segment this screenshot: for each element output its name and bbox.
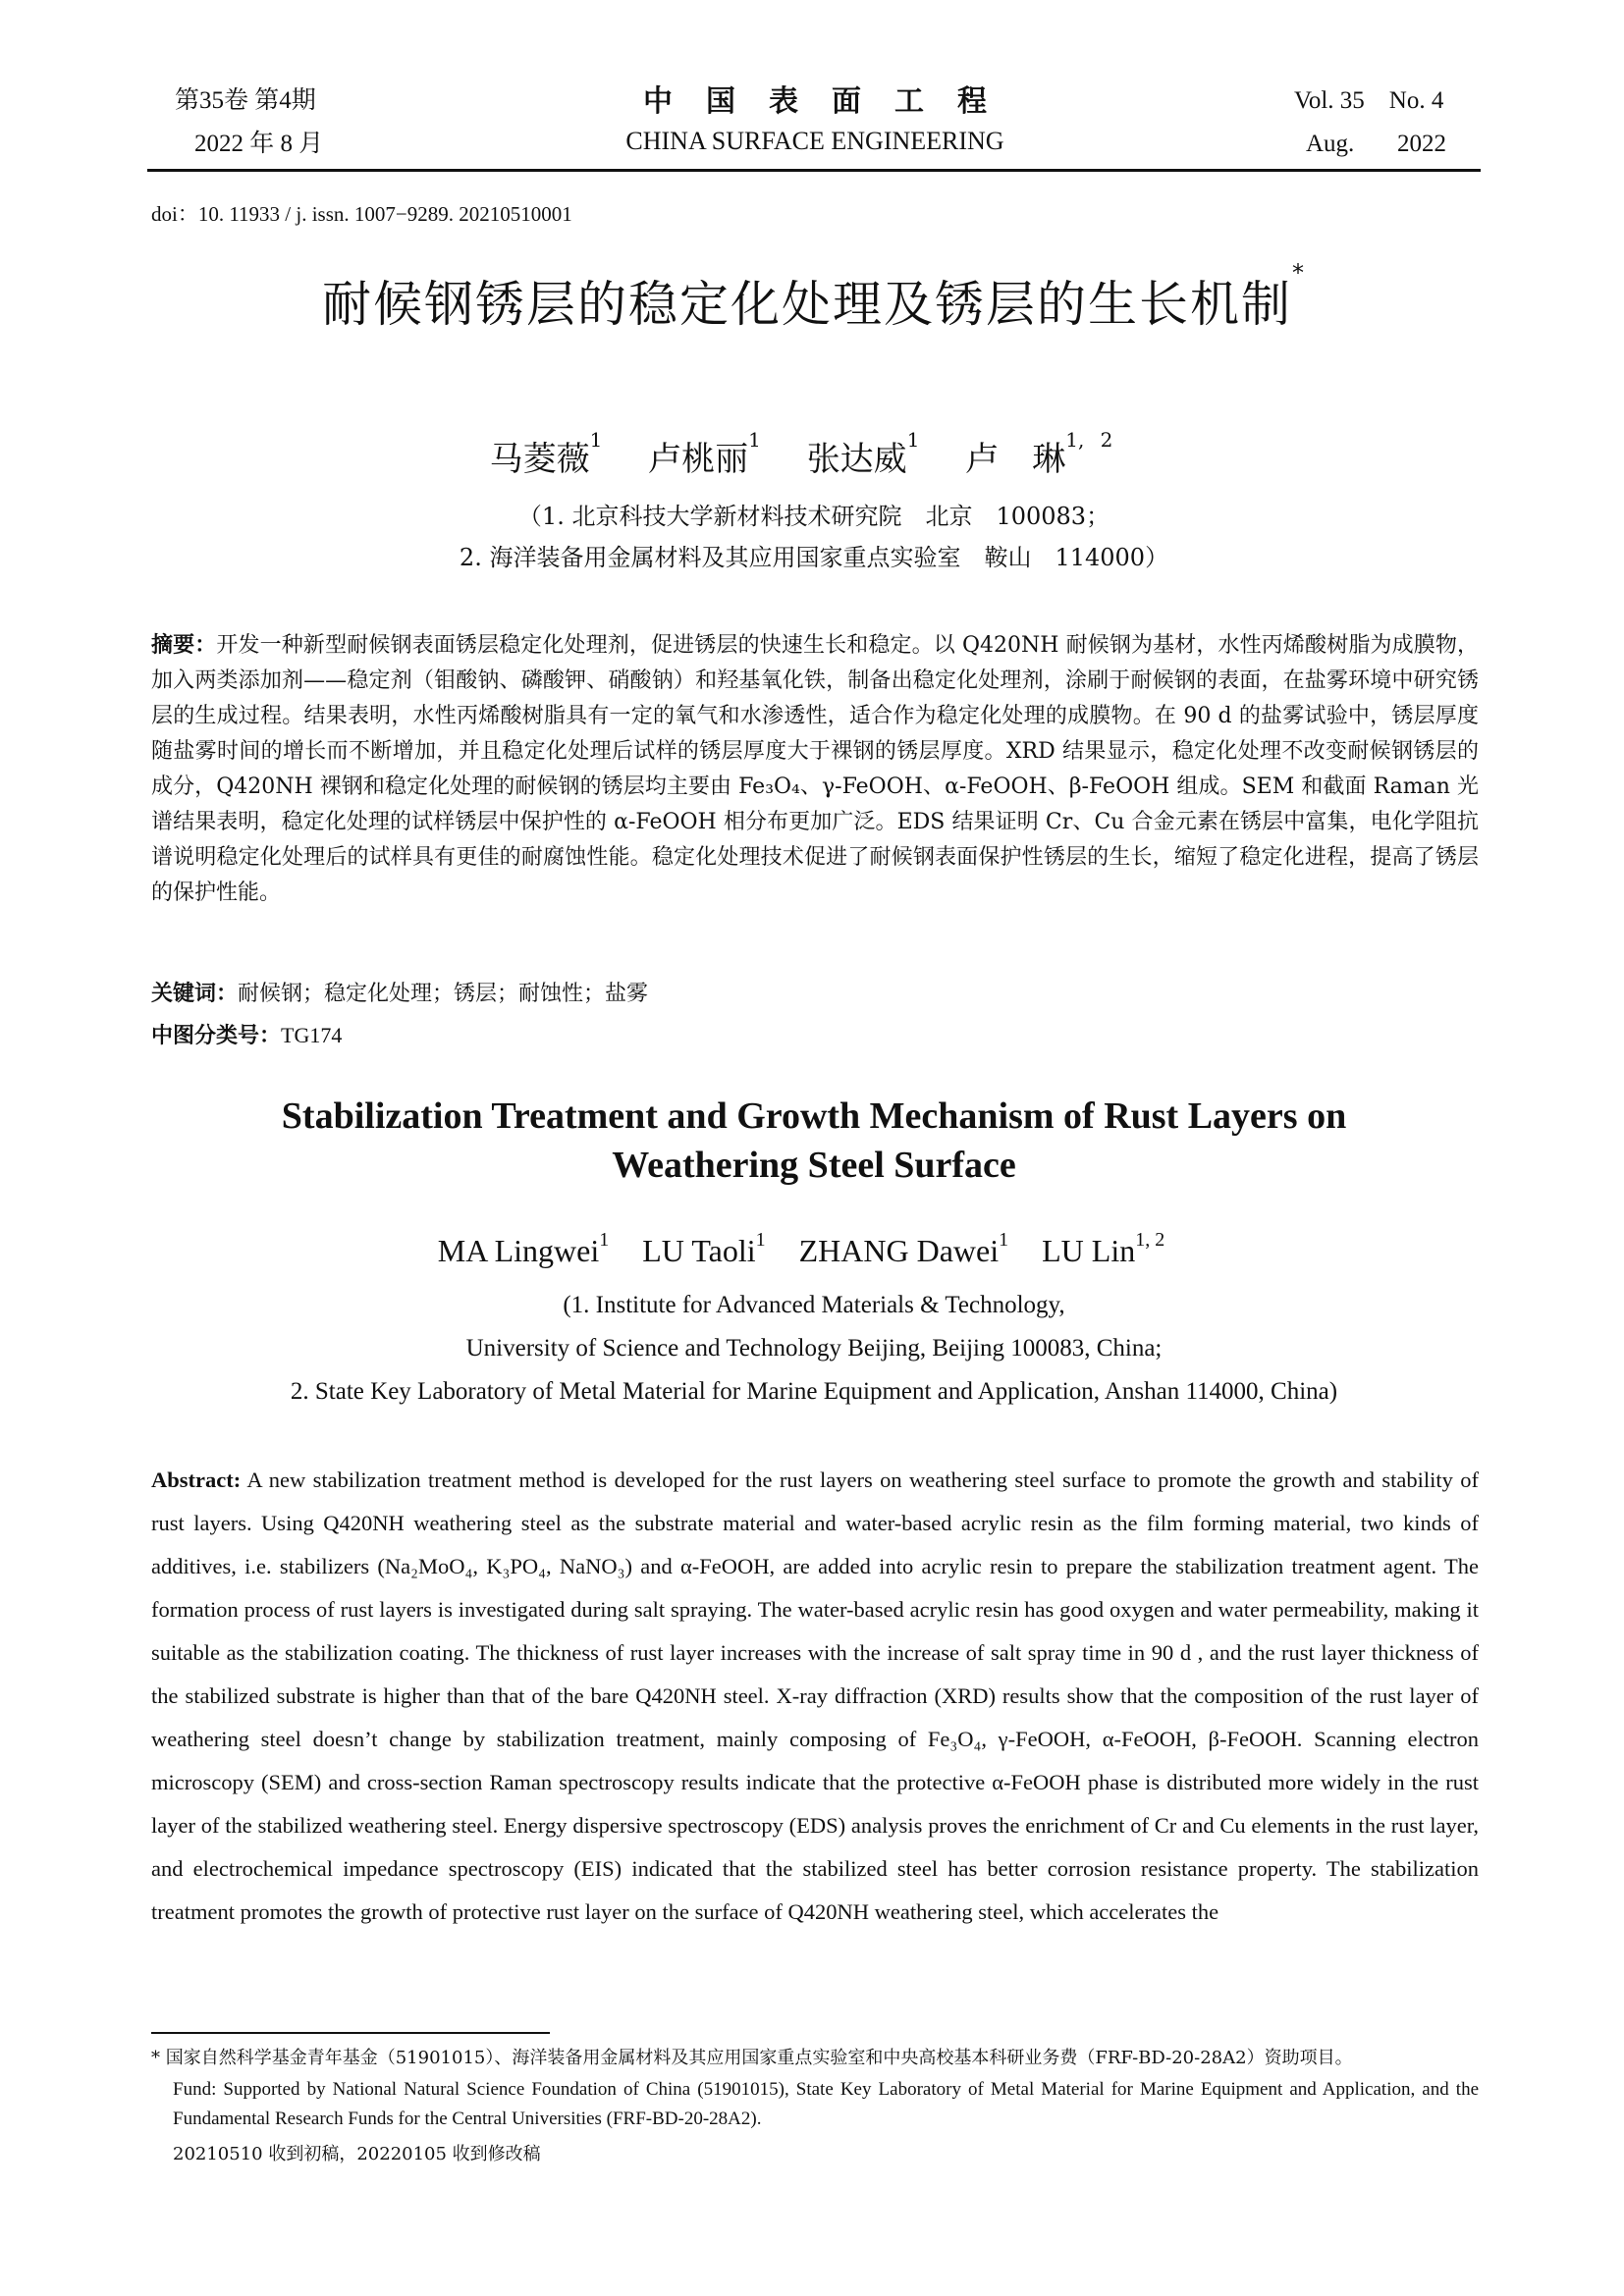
doi: doi：10. 11933 / j. issn. 1007−9289. 20210510001 (151, 202, 572, 226)
author-sup: 1 (748, 428, 761, 452)
author-sup: 1 (589, 428, 603, 452)
author-sup: 1 (599, 1229, 610, 1251)
abstract-en-text: A new stabilization treatment method is developed for the rust layers on weathering steel surface to promote the growth and stability of rust layers. Using Q420NH weathering steel as the substrate material and water-based acrylic resin as the film forming material, two kinds of additives, i.e. stabilizers (Na₂MoO₄, K₃PO₄, NaNO₃) and α-FeOOH, are added into acrylic resin to prepare the stabilization treatment agent. The formation process of rust layers is investigated during salt spraying. The water-based acrylic resin has good oxygen and water permeability, making it suitable as the stabilization coating. The thickness of rust layer increases with the increase of salt spray time in 90 d , and the rust layer thickness of the stabilized substrate is higher than that of the bare Q420NH steel. X-ray diffraction (XRD) results show that the composition of the rust layer of weathering steel doesn’t change by stabilization treatment, mainly composing of Fe₃O₄, γ-FeOOH, α-FeOOH, β-FeOOH. Scanning electron microscopy (SEM) and cross-section Raman spectroscopy results indicate that the protective α-FeOOH phase is distributed more widely in the rust layer of the stabilized weathering steel. Energy dispersive spectroscopy (EDS) analysis proves the enrichment of Cr and Cu elements in the rust layer, and electrochemical impedance spectroscopy (EIS) indicated that the stabilized steel has better corrosion resistance property. The stabilization treatment promotes the growth of protective rust layer on the surface of Q420NH weathering steel, which accelerates the (151, 1468, 1479, 1924)
footnote-en: Fund: Supported by National Natural Science Foundation of China (51901015), State Key Laboratory of Metal Material for Marine Equipment and Application, and the Fundamental Research Funds for the Central Universities (FRF-BD-20-28A2). (173, 2079, 1479, 2129)
title-en-line-1: Stabilization Treatment and Growth Mechanism of Rust Layers on (281, 1095, 1347, 1137)
title-cn-text: 耐候钢锈层的稳定化处理及锈层的生长机制 (322, 276, 1292, 333)
volume-issue-cn: 第35卷 第4期 (175, 87, 316, 114)
footnote-cn-text: 国家自然科学基金青年基金（51901015）、海洋装备用金属材料及其应用国家重点实验室和中央高校基本科研业务费（FRF-BD-20-28A2）资助项目。 (165, 2048, 1353, 2068)
abstract-en (151, 1459, 1479, 1934)
header-right (1294, 86, 1446, 159)
author-sup: 1 (906, 428, 920, 452)
author-cn: 马菱薇 (489, 440, 590, 479)
footnote-mark: * (151, 2048, 160, 2068)
author-sup: 1 (999, 1229, 1009, 1251)
author-sup: 1, 2 (1135, 1229, 1165, 1251)
clc-cn-text: TG174 (281, 1023, 343, 1047)
affiliation-cn-1: （1. 北京科技大学新材料技术研究院 北京 100083； (517, 503, 1110, 530)
abstract-cn-text: 开发一种新型耐候钢表面锈层稳定化处理剂，促进锈层的快速生长和稳定。以 Q420NH 耐候钢为基材，水性丙烯酸树脂为成膜物，加入两类添加剂——稳定剂（钼酸钠、磷酸钾、硝酸钠）和羟基氧化铁，制备出稳定化处理剂，涂刷于耐候钢的表面，在盐雾环境中研究锈层的生成过程。结果表明，水性丙烯酸树脂具有一定的氧气和水渗透性，适合作为稳定化处理的成膜物。在 90 d 的盐雾试验中，锈层厚度随盐雾时间的增长而不断增加，并且稳定化处理后试样的锈层厚度大于裸钢的锈层厚度。XRD 结果显示，稳定化处理不改变耐候钢锈层的成分，Q420NH 裸钢和稳定化处理的耐候钢的锈层均主要由 Fe₃O₄、γ-FeOOH、α-FeOOH、β-FeOOH 组成。SEM 和截面 Raman 光谱结果表明，稳定化处理的试样锈层中保护性的 α-FeOOH 相分布更加广泛。EDS 结果证明 Cr、Cu 合金元素在锈层中富集，电化学阻抗谱说明稳定化处理后的试样具有更佳的耐腐蚀性能。稳定化处理技术促进了耐候钢表面保护性锈层的生长，缩短了稳定化进程，提高了锈层的保护性能。 (151, 633, 1479, 905)
author-cn: 张达威 (806, 440, 907, 479)
journal-name-cn: 中国表面工程 (643, 84, 1020, 119)
author-sup: 1 (755, 1229, 766, 1251)
abstract-cn-label: 摘要： (151, 633, 217, 658)
keywords-cn (151, 978, 648, 1011)
footnote-cn (151, 2044, 1479, 2073)
affiliation-en-3: 2. State Key Laboratory of Metal Material for Marine Equipment and Application, Anshan 114000, China) (290, 1378, 1338, 1405)
abstract-cn (151, 628, 1479, 911)
title-cn (147, 259, 1481, 336)
author-en: ZHANG Dawei (798, 1233, 1000, 1268)
keywords-cn-label: 关键词： (151, 982, 239, 1006)
header-left (175, 86, 323, 159)
header-rule (147, 169, 1481, 172)
author-en: LU Taoli (642, 1233, 756, 1268)
affiliation-en-1: (1. Institute for Advanced Materials & Technology, (563, 1292, 1065, 1318)
abstract-en-label: Abstract: (151, 1468, 242, 1492)
author-cn: 卢 琳 (965, 440, 1066, 479)
author-en: LU Lin (1042, 1233, 1136, 1268)
clc-cn (151, 1019, 342, 1053)
volume-issue-en: Vol. 35 No. 4 (1294, 87, 1444, 114)
title-footnote-mark: * (1292, 259, 1306, 287)
clc-cn-label: 中图分类号： (151, 1024, 282, 1048)
keywords-cn-text: 耐候钢；稳定化处理；锈层；耐蚀性；盐雾 (238, 982, 649, 1006)
author-cn: 卢桃丽 (648, 440, 749, 479)
title-en-line-2: Weathering Steel Surface (612, 1145, 1016, 1186)
title-en (147, 1092, 1481, 1190)
authors-cn (147, 428, 1481, 480)
date-cn: 2022 年 8 月 (194, 131, 324, 157)
journal-title (550, 82, 1080, 161)
authors-en (147, 1229, 1481, 1269)
journal-name-en: CHINA SURFACE ENGINEERING (625, 127, 1004, 155)
date-en: Aug. 2022 (1306, 131, 1447, 157)
footnote-rule (151, 2032, 550, 2034)
affiliation-cn-2: 2. 海洋装备用金属材料及其应用国家重点实验室 鞍山 114000） (459, 544, 1169, 571)
author-sup: 1, 2 (1065, 428, 1113, 452)
footnote-received: 20210510 收到初稿，20220105 收到修改稿 (173, 2144, 541, 2164)
author-en: MA Lingwei (437, 1233, 600, 1268)
affiliation-en-2: University of Science and Technology Beijing, Beijing 100083, China; (465, 1335, 1163, 1362)
